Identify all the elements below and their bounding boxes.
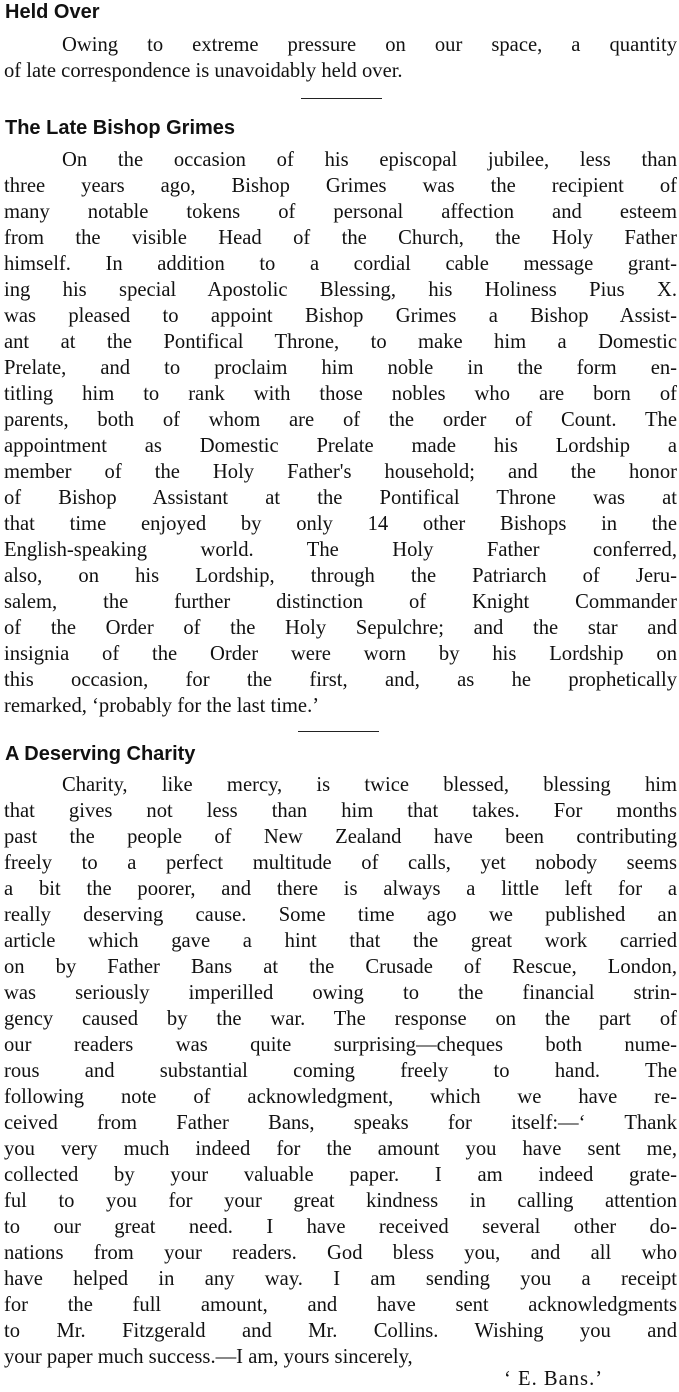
bishop-grimes-line: that time enjoyed by only 14 other Bishops in the (4, 513, 677, 535)
bishop-grimes-line: from the visible Head of the Church, the Holy Father (4, 227, 677, 249)
bishop-grimes-line: many notable tokens of personal affection and esteem (4, 201, 677, 223)
charity-line: following note of acknowledgment, which we have re- (4, 1086, 677, 1108)
heading-held-over: Held Over (5, 1, 100, 23)
charity-line: that gives not less than him that takes. For months (4, 800, 677, 822)
charity-line: freely to a perfect multitude of calls, yet nobody seems (4, 852, 677, 874)
charity-line: really deserving cause. Some time ago we published an (4, 904, 677, 926)
charity-line: past the people of New Zealand have been contributing (4, 826, 677, 848)
charity-line: was seriously imperilled owing to the financial strin- (4, 982, 677, 1004)
bishop-grimes-line: also, on his Lordship, through the Patriarch of Jeru- (4, 565, 677, 587)
bishop-grimes-line: parents, both of whom are of the order of Count. The (4, 409, 677, 431)
heading-deserving-charity: A Deserving Charity (5, 743, 196, 765)
charity-line: for the full amount, and have sent acknowledgments (4, 1294, 677, 1316)
bishop-grimes-line: this occasion, for the first, and, as he prophetically (4, 669, 677, 691)
charity-line: to Mr. Fitzgerald and Mr. Collins. Wishing you and (4, 1320, 677, 1342)
charity-line: a bit the poorer, and there is always a little left for a (4, 878, 677, 900)
charity-line: your paper much success.—I am, yours sincerely, (4, 1346, 413, 1368)
bishop-grimes-line: English-speaking world. The Holy Father conferred, (4, 539, 677, 561)
charity-line: you very much indeed for the amount you have sent me, (4, 1138, 677, 1160)
section-divider (301, 98, 382, 99)
charity-line: article which gave a hint that the great work carried (4, 930, 677, 952)
charity-line: nations from your readers. God bless you, and all who (4, 1242, 677, 1264)
bishop-grimes-line: member of the Holy Father's household; and the honor (4, 461, 677, 483)
charity-line: have helped in any way. I am sending you a receipt (4, 1268, 677, 1290)
bishop-grimes-line: remarked, ‘probably for the last time.’ (4, 695, 320, 717)
bishop-grimes-line: On the occasion of his episcopal jubilee, less than (62, 149, 677, 171)
bishop-grimes-line: himself. In addition to a cordial cable message grant- (4, 253, 677, 275)
charity-line: to our great need. I have received several other do- (4, 1216, 677, 1238)
bishop-grimes-line: of Bishop Assistant at the Pontifical Throne was at (4, 487, 677, 509)
charity-line: our readers was quite surprising—cheques both nume- (4, 1034, 677, 1056)
signature: ‘ E. Bans.’ (504, 1368, 604, 1390)
bishop-grimes-line: appointment as Domestic Prelate made his Lordship a (4, 435, 677, 457)
bishop-grimes-line: three years ago, Bishop Grimes was the recipient of (4, 175, 677, 197)
bishop-grimes-line: ing his special Apostolic Blessing, his Holiness Pius X. (4, 279, 677, 301)
heading-bishop-grimes: The Late Bishop Grimes (5, 117, 236, 139)
charity-line: Charity, like mercy, is twice blessed, blessing him (62, 774, 677, 796)
bishop-grimes-line: of the Order of the Holy Sepulchre; and the star and (4, 617, 677, 639)
bishop-grimes-line: insignia of the Order were worn by his Lordship on (4, 643, 677, 665)
charity-line: collected by your valuable paper. I am indeed grate- (4, 1164, 677, 1186)
bishop-grimes-line: was pleased to appoint Bishop Grimes a Bishop Assist- (4, 305, 677, 327)
charity-line: ceived from Father Bans, speaks for itself:—‘ Thank (4, 1112, 677, 1134)
charity-line: on by Father Bans at the Crusade of Rescue, London, (4, 956, 677, 978)
held-over-line: Owing to extreme pressure on our space, a quantity (62, 34, 677, 56)
bishop-grimes-line: titling him to rank with those nobles who are born of (4, 383, 677, 405)
charity-line: ful to you for your great kindness in calling attention (4, 1190, 677, 1212)
charity-line: gency caused by the war. The response on the part of (4, 1008, 677, 1030)
bishop-grimes-line: salem, the further distinction of Knight Commander (4, 591, 677, 613)
held-over-line: of late correspondence is unavoidably held over. (4, 60, 403, 82)
bishop-grimes-line: Prelate, and to proclaim him noble in the form en- (4, 357, 677, 379)
charity-line: rous and substantial coming freely to hand. The (4, 1060, 677, 1082)
section-divider (298, 731, 379, 732)
bishop-grimes-line: ant at the Pontifical Throne, to make him a Domestic (4, 331, 677, 353)
